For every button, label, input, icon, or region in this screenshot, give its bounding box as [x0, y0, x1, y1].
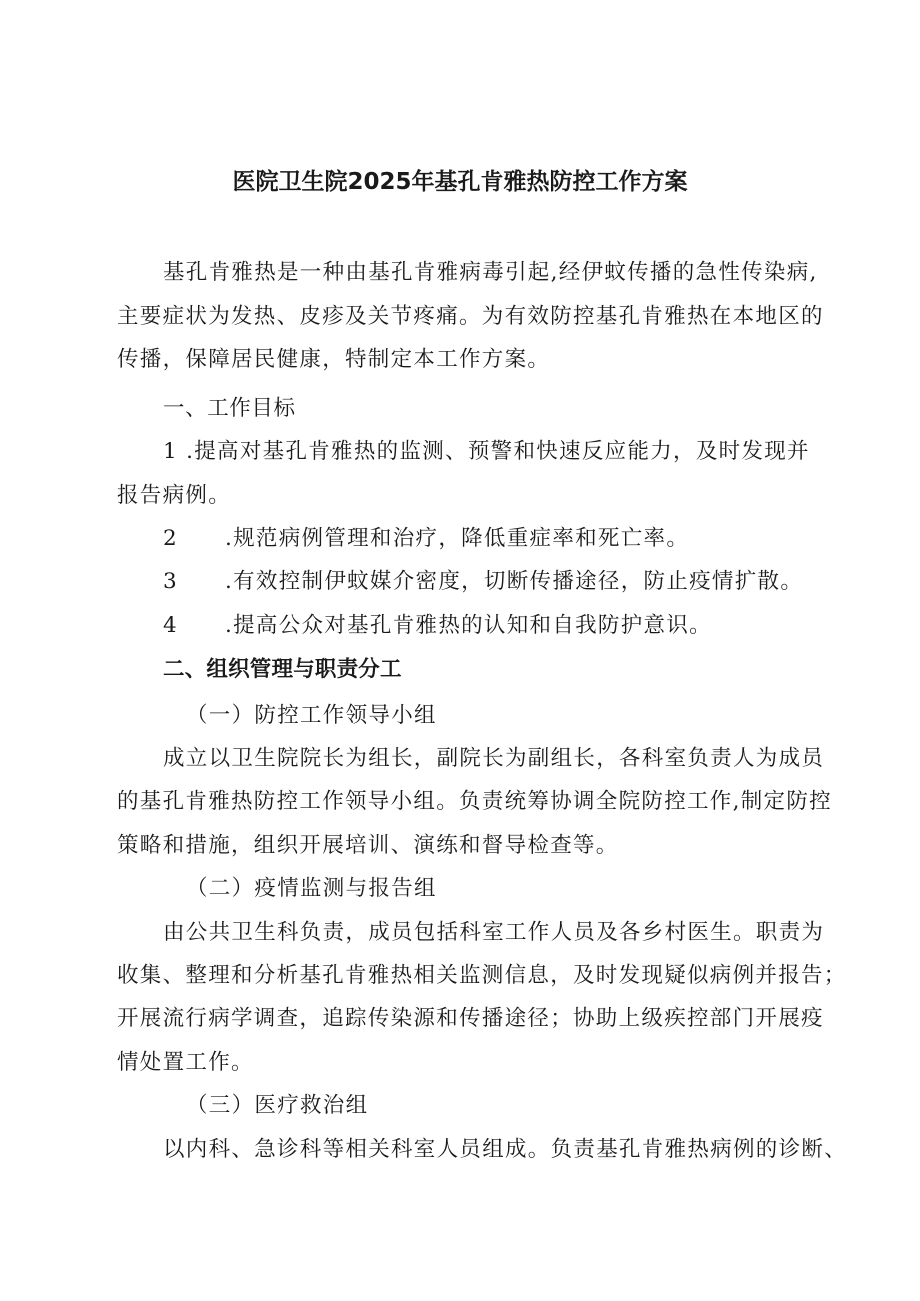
group1-line-2: 的基孔肯雅热防控工作领导小组。负责统筹协调全院防控工作,制定防控 [117, 789, 832, 814]
group1-line-3: 策略和措施，组织开展培训、演练和督导检查等。 [117, 833, 619, 858]
goal-item-3-text: .有效控制伊蚊媒介密度，切断传播途径，防止疫情扩散。 [225, 569, 804, 594]
intro-line-3: 传播，保障居民健康，特制定本工作方案。 [117, 347, 551, 372]
group1-subheading: （一）防控工作领导小组 [186, 703, 437, 728]
goal-item-1-line-1: 1 .提高对基孔肯雅热的监测、预警和快速反应能力，及时发现并 [163, 439, 810, 464]
intro-line-1: 基孔肯雅热是一种由基孔肯雅病毒引起,经伊蚊传播的急性传染病, [163, 260, 818, 285]
goal-item-4 [163, 611, 712, 641]
group2-line-4: 情处置工作。 [117, 1050, 254, 1075]
goal-item-4-text: .提高公众对基孔肯雅热的认知和自我防护意识。 [225, 613, 712, 638]
goal-item-2-text: .规范病例管理和治疗，降低重症率和死亡率。 [225, 526, 690, 551]
group3-subheading: （三）医疗救治组 [186, 1093, 369, 1118]
goal-item-4-number: 4 [163, 613, 178, 638]
goal-item-3 [163, 567, 803, 597]
section2-heading: 二、组织管理与职责分工 [163, 657, 402, 682]
group2-line-1: 由公共卫生科负责，成员包括科室工作人员及各乡村医生。职责为 [163, 920, 825, 945]
group2-subheading: （二）疫情监测与报告组 [186, 876, 437, 901]
group2-line-2: 收集、整理和分析基孔肯雅热相关监测信息，及时发现疑似病例并报告； [117, 963, 847, 988]
goal-item-2 [163, 524, 689, 554]
section1-heading: 一、工作目标 [163, 396, 296, 421]
goal-item-3-number: 3 [163, 569, 178, 594]
group2-line-3: 开展流行病学调查，追踪传染源和传播途径；协助上级疾控部门开展疫 [117, 1006, 824, 1031]
group1-line-1: 成立以卫生院院长为组长，副院长为副组长，各科室负责人为成员 [163, 746, 825, 771]
group3-line-1: 以内科、急诊科等相关科室人员组成。负责基孔肯雅热病例的诊断、 [163, 1137, 848, 1162]
document-title: 医院卫生院2025年基孔肯雅热防控工作方案 [232, 169, 688, 195]
intro-line-2: 主要症状为发热、皮疹及关节疼痛。为有效防控基孔肯雅热在本地区的 [117, 304, 824, 329]
goal-item-1-line-2: 报告病例。 [117, 483, 232, 508]
goal-item-2-number: 2 [163, 526, 178, 551]
